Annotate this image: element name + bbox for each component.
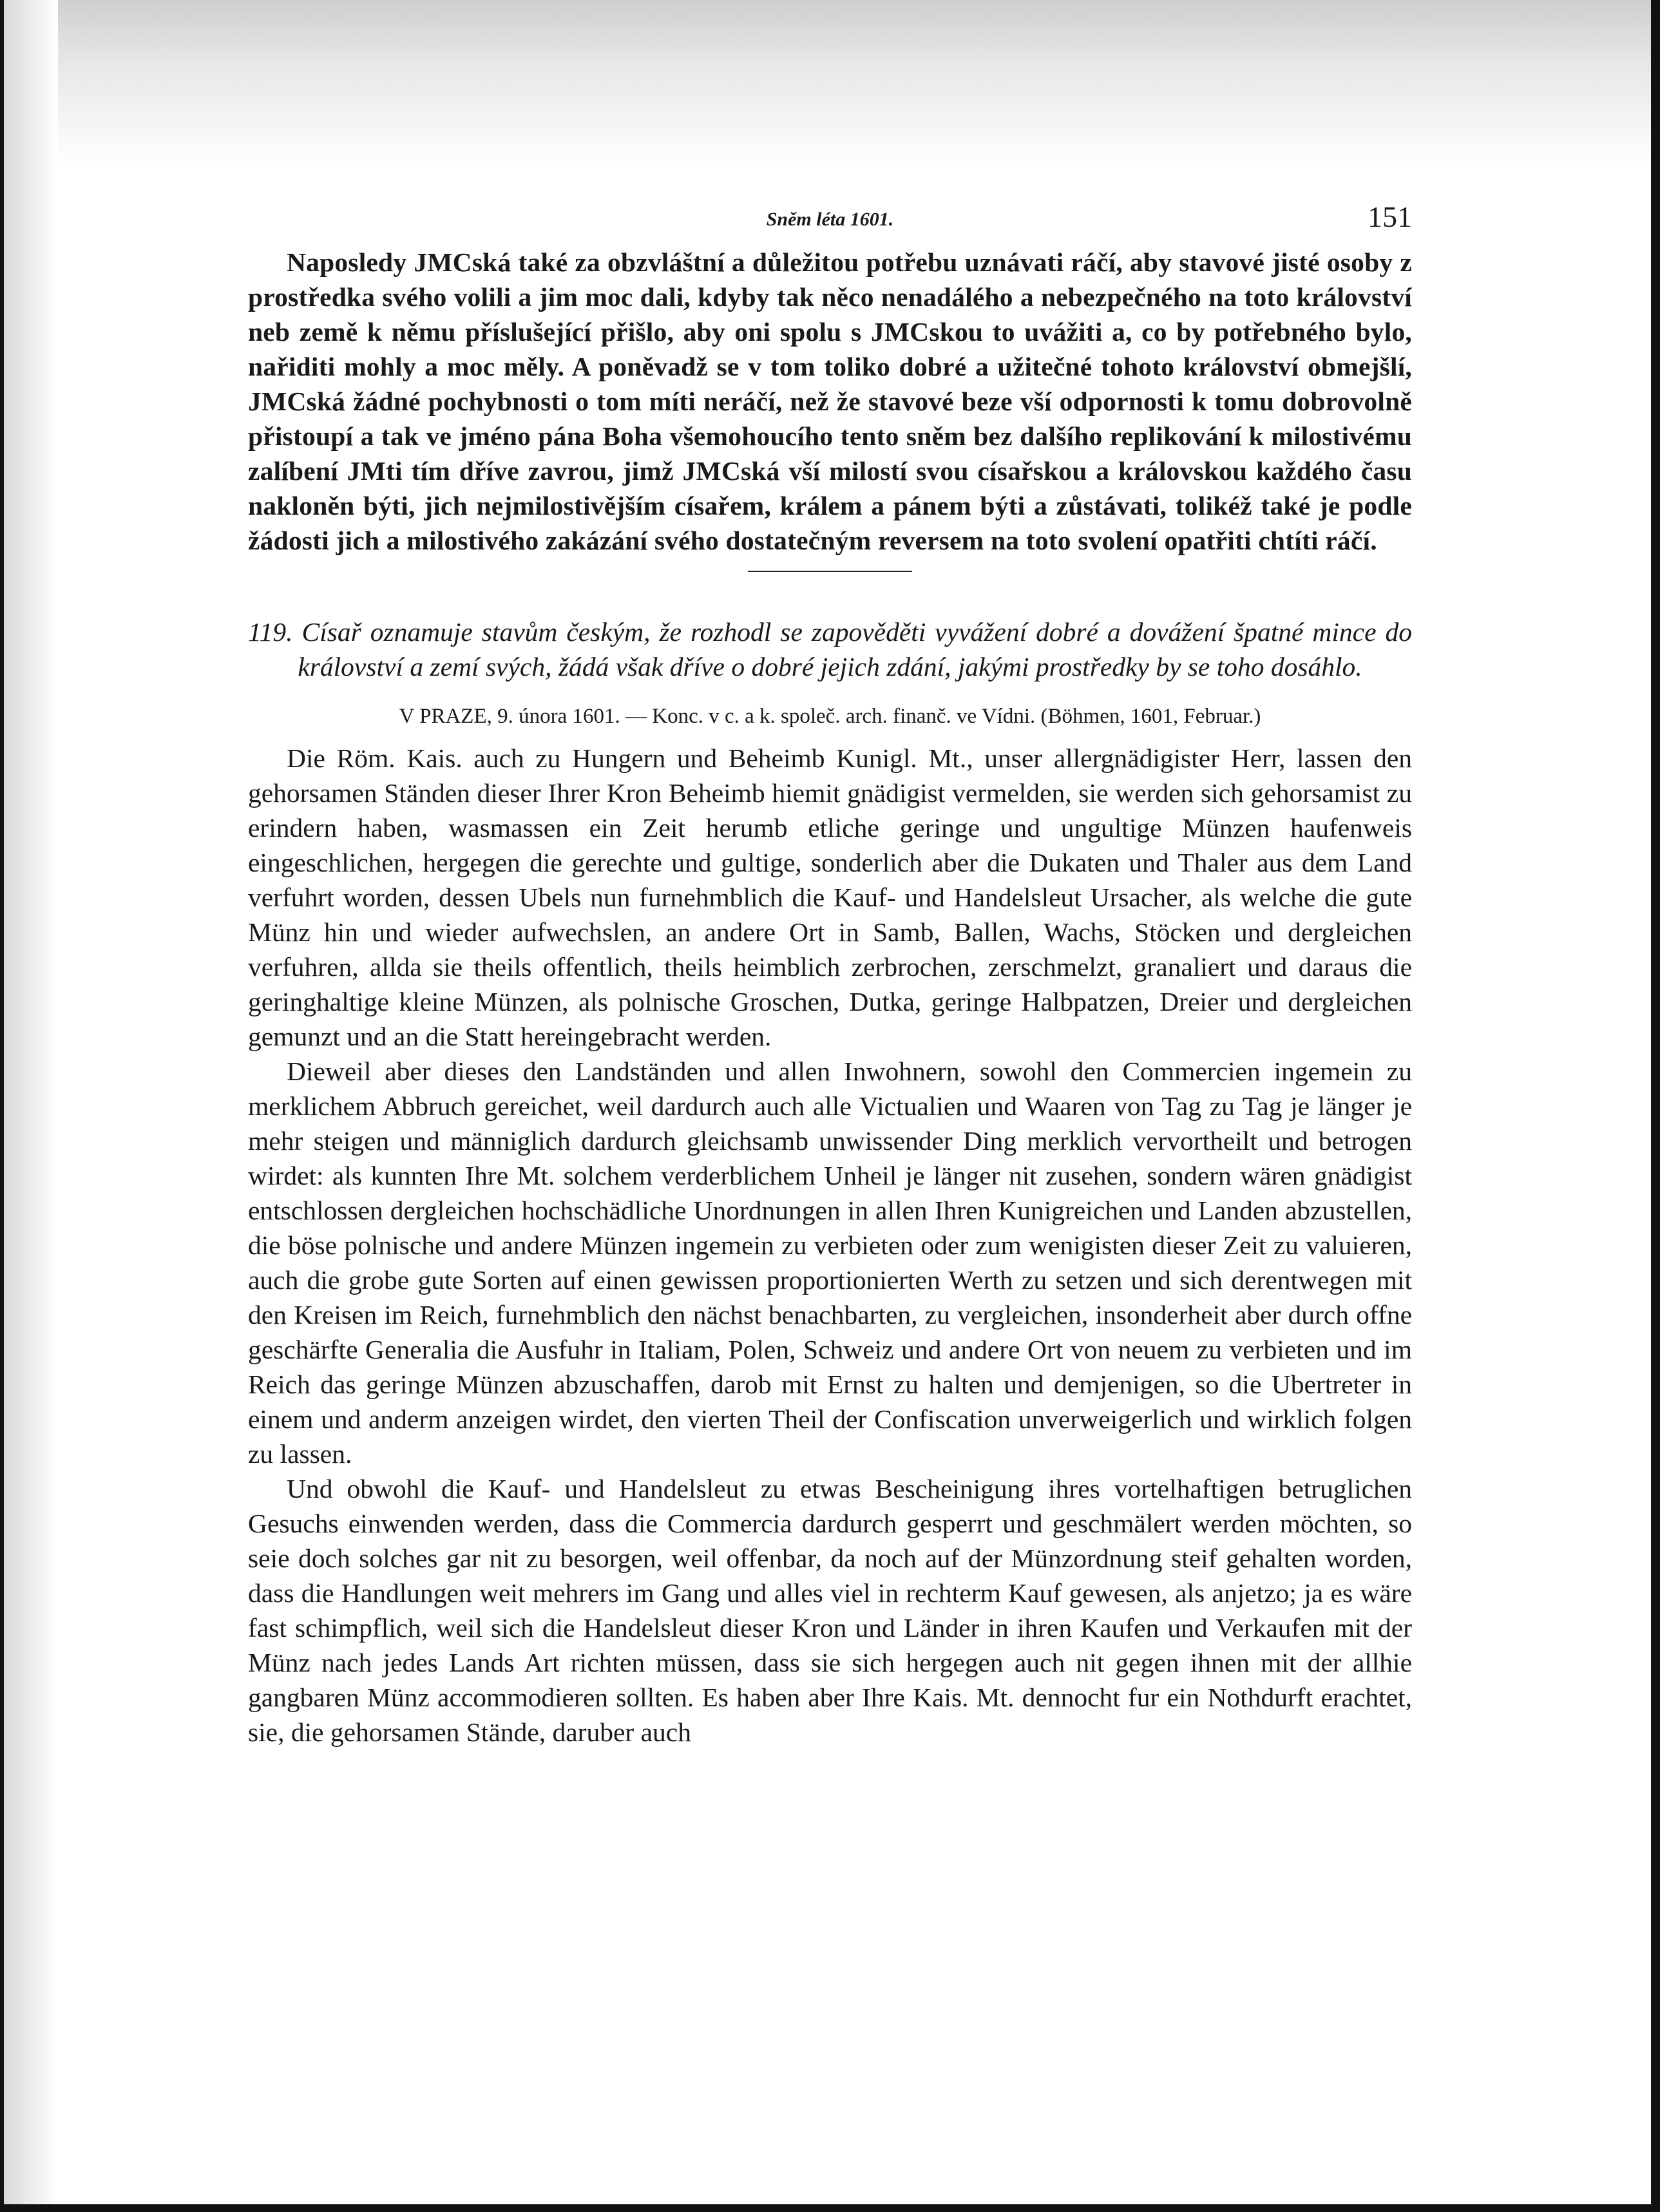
czech-paragraph: Naposledy JMCská také za obzvláštní a důležitou potřebu uznávati ráčí, aby stavové jisté osoby z prostředka svého volili a jim moc dali, kdyby tak něco nenadálého a nebezpečného na toto království neb země k němu příslušející přišlo, aby oni spolu s JMCskou to uvážiti a, co by potřebného bylo, nařiditi mohly a moc měly. A poněvadž se v tom toliko dobré a užitečné tohoto království obmejšlí, JMCská žádné pochybnosti o tom míti neráčí, než že stavové beze vší odpornosti k tomu dobrovolně přistoupí a tak ve jméno pána Boha všemohoucího tento sněm bez dalšího replikování k milostivému zalíbení JMti tím dříve zavrou, jimž JMCská vší milostí svou císařskou a královskou každého času nakloněn býti, jich nejmilostivějším císařem, králem a pánem býti a zůstávati, tolikéž také je podle žádosti jich a milostivého zakázání svého dostatečným reversem na toto svolení opatřiti chtíti ráčí. <box>248 247 1412 555</box>
running-head <box>248 193 1412 245</box>
german-paragraph-3: Und obwohl die Kauf- und Handelsleut zu etwas Bescheinigung ihres vortelhaftigen betruglichen Gesuchs einwenden werden, dass die Commercia dardurch gesperrt und geschmälert werden möchten, so seie doch solches gar nit zu besorgen, weil offenbar, da noch auf der Münzordnung steif gehalten worden, dass die Handlungen weit mehrers im Gang und alles viel in rechterm Kauf gewesen, als anjetzo; ja es wäre fast schimpflich, weil sich die Handelsleut dieser Kron und Länder in ihren Kaufen und Verkaufen mit der Münz nach jedes Lands Art richten müssen, dass sie sich hergegen auch nit gegen ihnen mit der allhie gangbaren Münz accommodieren sollten. Es haben aber Ihre Kais. Mt. dennocht fur ein Nothdurft erachtet, sie, die gehorsamen Stände, daruber auch <box>248 1474 1412 1747</box>
document-heading <box>248 615 1412 684</box>
page-number: 151 <box>1368 200 1412 233</box>
document-heading-text: Císař oznamuje stavům českým, že rozhodl se zapověděti vyvážení dobré a dovážení špatné mince do království a zemí svých, žádá však dříve o dobré jejich zdání, jakými prostředky by se toho dosáhlo. <box>298 617 1412 682</box>
german-paragraph-2: Dieweil aber dieses den Landständen und allen Inwohnern, sowohl den Commercien ingemein zu merklichem Abbruch gereichet, weil dardurch auch alle Victualien und Waaren von Tag zu Tag je länger je mehr steigen und männiglich dardurch gleichsamb unwissender Ding merklich vervortheilt und betrogen wirdet: als kunnten Ihre Mt. solchem verderblichem Unheil je länger nit zusehen, sondern wären gnädigist entschlossen dergleichen hochschädliche Unordnungen in allen Ihren Kunigreichen und Landen abzustellen, die böse polnische und andere Münzen ingemein zu verbieten oder zum wenigisten dieser Zeit zu valuieren, auch die grobe gute Sorten auf einen gewissen proportionierten Werth zu setzen und sich derentwegen mit den Kreisen im Reich, furnehmblich den nächst benachbarten, zu vergleichen, insonderheit aber durch offne geschärfte Generalia die Ausfuhr in Italiam, Polen, Schweiz und andere Ort von neuem zu verbieten und im Reich das geringe Münzen abzuschaffen, darob mit Ernst zu halten und demjenigen, so die Ubertreter in einem und anderm anzeigen wirdet, den vierten Theil der Confiscation unverweigerlich und wirklich folgen zu lassen. <box>248 1056 1412 1469</box>
section-separator <box>748 571 912 572</box>
page-content <box>248 193 1412 1750</box>
german-paragraph-1: Die Röm. Kais. auch zu Hungern und Beheimb Kunigl. Mt., unser allergnädigister Herr, lassen den gehorsamen Ständen dieser Ihrer Kron Beheimb hiemit gnädigist vermelden, sie werden sich gehorsamist zu erindern haben, wasmassen ein Zeit herumb etliche geringe und ungultige Münzen haufenweis eingeschlichen, hergegen die gerechte und gultige, sonderlich aber die Dukaten und Thaler aus dem Land verfuhrt worden, dessen Ubels nun furnehmblich die Kauf- und Handelsleut Ursacher, als welche die gute Münz hin und wieder aufwechslen, an andere Ort in Samb, Ballen, Wachs, Stöcken und dergleichen verfuhren, allda sie theils offentlich, theils heimblich zerbrochen, zerschmelzt, granaliert und daraus die geringhaltige kleine Münzen, als polnische Groschen, Dutka, geringe Halbpatzen, Dreier und dergleichen gemunzt und an die Statt hereingebracht werden. <box>248 743 1412 1051</box>
running-title: Sněm léta 1601. <box>766 209 894 230</box>
document-number: 119. <box>248 617 293 647</box>
document-source: V PRAZE, 9. února 1601. — Konc. v c. a k. společ. arch. finanč. ve Vídni. (Böhmen, 1601, Februar.) <box>399 705 1261 728</box>
